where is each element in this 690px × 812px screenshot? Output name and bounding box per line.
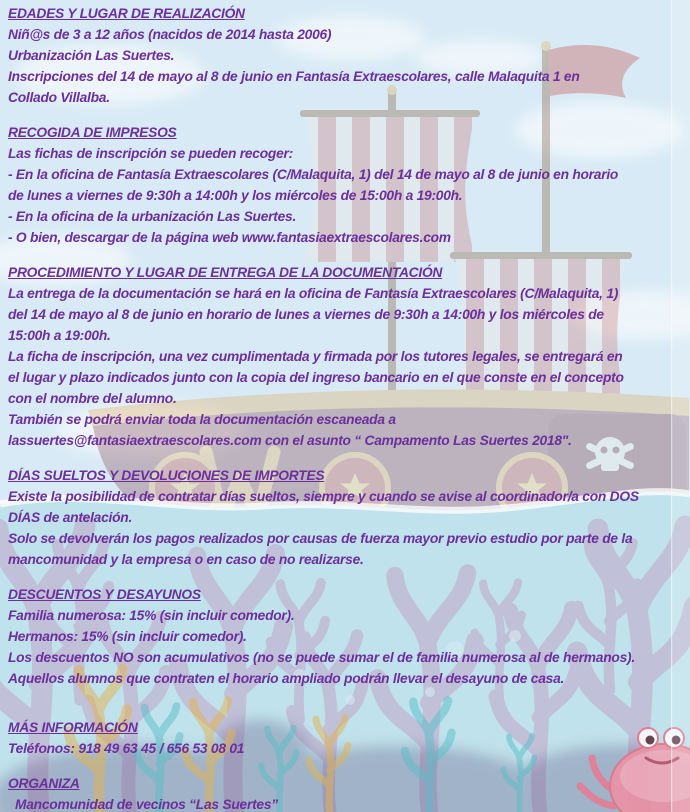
paragraph: La ficha de inscripción, una vez cumplimentada y firmada por los tutores legales, se entregará en el lugar y plazo indicados junto con la copia del ingreso bancario en el que conste en el concepto con el nombre del alumno. bbox=[8, 349, 624, 406]
paragraph-organizer: Mancomunidad de vecinos “Las Suertes” bbox=[15, 797, 278, 812]
paragraph: Niñ@s de 3 a 12 años (nacidos de 2014 hasta 2006) bbox=[8, 27, 332, 42]
section-dias-sueltos bbox=[8, 465, 686, 570]
section-heading: DESCUENTOS Y DESAYUNOS bbox=[8, 587, 201, 602]
paragraph: Inscripciones del 14 de mayo al 8 de junio en Fantasía Extraescolares, calle Malaquita 1 en Collado Villalba. bbox=[8, 69, 580, 105]
paragraph: Hermanos: 15% (sin incluir comedor). bbox=[8, 629, 247, 644]
paragraph-website: - O bien, descargar de la página web www.fantasiaextraescolares.com bbox=[8, 230, 451, 245]
paragraph: Familia numerosa: 15% (sin incluir comedor). bbox=[8, 608, 295, 623]
paragraph: La entrega de la documentación se hará en la oficina de Fantasía Extraescolares (C/Malaquita, 1) del 14 de mayo al 8 de junio en horario de lunes a viernes de 9:30h a 14:00h y los miércoles de 15:00h a 19:00h. bbox=[8, 286, 619, 343]
paragraph: Los descuentos NO son acumulativos (no se puede sumar el de familia numerosa al de hermanos). bbox=[8, 650, 635, 665]
section-heading: PROCEDIMIENTO Y LUGAR DE ENTREGA DE LA DOCUMENTACIÓN bbox=[8, 265, 443, 280]
paragraph: - En la oficina de la urbanización Las Suertes. bbox=[8, 209, 297, 224]
paragraph: Urbanización Las Suertes. bbox=[8, 48, 175, 63]
paragraph: - En la oficina de Fantasía Extraescolares (C/Malaquita, 1) del 14 de mayo al 8 de junio en horario de lunes a viernes de 9:30h a 14:00h y los miércoles de 15:00h a 19:00h. bbox=[8, 167, 619, 203]
paragraph-email: También se podrá enviar toda la documentación escaneada a lassuertes@fantasiaextraescolares.com con el asunto “ Campamento Las Suertes 2018". bbox=[8, 412, 572, 448]
paragraph: Aquellos alumnos que contraten el horario ampliado podrán llevar el desayuno de casa. bbox=[8, 671, 565, 686]
section-heading: RECOGIDA DE IMPRESOS bbox=[8, 125, 177, 140]
paragraph: Solo se devolverán los pagos realizados por causas de fuerza mayor previo estudio por parte de la mancomunidad y la empresa o en caso de no realizarse. bbox=[8, 531, 633, 567]
section-edades bbox=[8, 3, 686, 108]
section-heading: ORGANIZA bbox=[8, 776, 80, 791]
paragraph: Las fichas de inscripción se pueden recoger: bbox=[8, 146, 293, 161]
section-recogida bbox=[8, 122, 686, 248]
section-heading: DÍAS SUELTOS Y DEVOLUCIONES DE IMPORTES bbox=[8, 468, 325, 483]
section-organiza bbox=[8, 773, 686, 812]
section-procedimiento bbox=[8, 262, 686, 451]
section-heading: MÁS INFORMACIÓN bbox=[8, 720, 138, 735]
section-heading: EDADES Y LUGAR DE REALIZACIÓN bbox=[8, 6, 245, 21]
section-mas-informacion bbox=[8, 717, 686, 759]
section-descuentos bbox=[8, 584, 686, 689]
paragraph-phones: Teléfonos: 918 49 63 45 / 656 53 08 01 bbox=[8, 741, 245, 756]
paragraph: Existe la posibilidad de contratar días sueltos, siempre y cuando se avise al coordinador/a con DOS DÍAS de antelación. bbox=[8, 489, 639, 525]
